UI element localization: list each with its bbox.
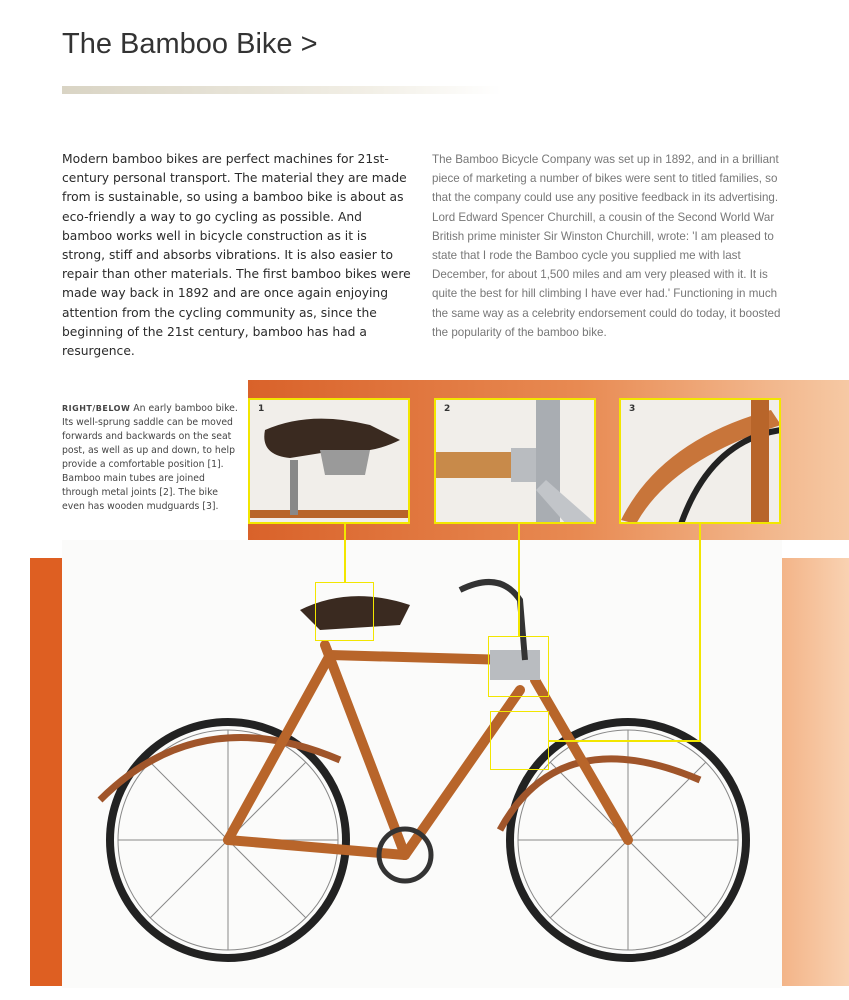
page-title: The Bamboo Bike > [62,28,318,60]
detail-number: 2 [444,404,451,414]
detail-number: 3 [629,404,636,414]
connector-line-1 [344,524,346,582]
caption-label: RIGHT/BELOW [62,404,131,413]
connector-line-3 [699,524,701,741]
connector-line-2 [518,524,520,636]
highlight-mudguard [490,711,549,770]
connector-line-3-horizontal [549,740,700,742]
highlight-joint [488,636,549,697]
detail-number: 1 [258,404,265,414]
highlight-saddle [315,582,374,641]
body-text-left: Modern bamboo bikes are perfect machines for 21st-century personal transport. The material they are made from is sustainable, so using a bamboo bike is about as eco-friendly a way to go cycling as possible. And bamboo works well in bicycle construction as it is strong, stiff and absorbs vibrations. It is also easier to repair than other materials. The first bamboo bikes were made way back in 1892 and are once again enjoying attention from the cycling community as, since the beginning of the 21st century, bamboo has had a resurgence. [62,152,411,359]
body-text-right: The Bamboo Bicycle Company was set up in 1892, and in a brilliant piece of marketing a number of bikes were sent to titled families, so that the company could use any positive feedback in its advertising. Lord Edward Spencer Churchill, a cousin of the Second World War British prime minister Sir Winston Churchill, wrote: 'I am pleased to state that I rode the Bamboo cycle you supplied me with last December, for about 1,500 miles and am very pleased with it. It is quite the best for hill climbing I have ever had.' Functioning in much the same way as a celebrity endorsement could do today, it boosted the popularity of the bamboo bike. [432,153,781,339]
caption-text: An early bamboo bike. Its well-sprung saddle can be moved forwards and backwards on the seat post, as well as up and down, to help provide a comfortable position [1]. Bamboo main tubes are joined through metal joints [2]. The bike even has wooden mudguards [3]. [62,403,238,512]
